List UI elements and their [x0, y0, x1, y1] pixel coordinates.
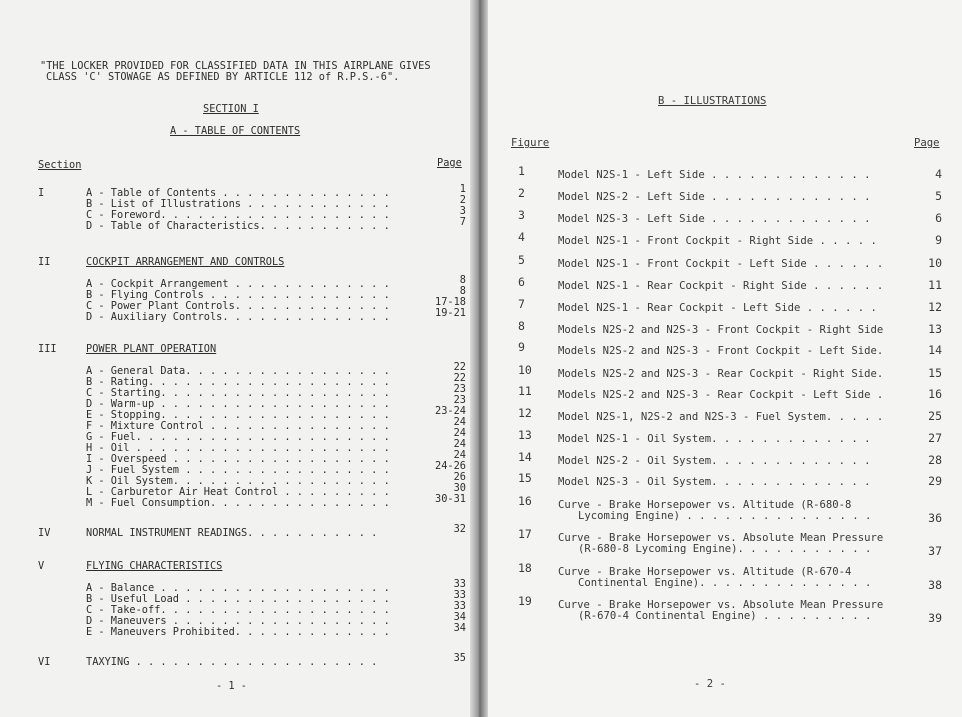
toc-entry: C - Foreword. . . . . . . . . . . . . . . . . . . — [86, 209, 390, 221]
toc-entry-page: 22 — [453, 372, 466, 384]
toc-entry: E - Stopping. . . . . . . . . . . . . . . . . . . — [86, 409, 390, 421]
figure-title: Model N2S-3 - Oil System. . . . . . . . . . . . . — [558, 476, 871, 488]
section-title: NORMAL INSTRUMENT READINGS. . . . . . . . . . . — [86, 527, 378, 539]
figure-page: 6 — [935, 211, 942, 225]
notice-line-2: CLASS 'C' STOWAGE AS DEFINED BY ARTICLE 112 of R.P.S.-6". — [46, 71, 400, 83]
figure-number: 9 — [518, 340, 525, 354]
toc-entry: B - Flying Controls . . . . . . . . . . . . . . . — [86, 289, 390, 301]
section-column-header: Section — [38, 159, 82, 171]
figure-number: 8 — [518, 319, 525, 333]
toc-entry-page: 34 — [453, 611, 466, 623]
figure-title: Model N2S-1 - Rear Cockpit - Right Side . . . . . . — [558, 280, 884, 292]
toc-entry-page: 2 — [459, 194, 466, 206]
figure-page: 39 — [928, 611, 942, 625]
figure-page: 9 — [935, 233, 942, 247]
figure-page: 29 — [928, 474, 942, 488]
figure-page: 36 — [928, 511, 942, 525]
figure-title-continued: Lycoming Engine) . . . . . . . . . . . . . . . — [578, 510, 872, 522]
section-heading: SECTION I — [203, 103, 259, 115]
section-numeral: VI — [38, 656, 51, 668]
figure-title: Curve - Brake Horsepower vs. Altitude (R-670-4 — [558, 566, 852, 578]
notice-line-1: "THE LOCKER PROVIDED FOR CLASSIFIED DATA IN THIS AIRPLANE GIVES — [40, 60, 431, 72]
toc-entry: H - Oil . . . . . . . . . . . . . . . . . . . . . — [86, 442, 390, 454]
figure-page: 12 — [928, 300, 942, 314]
section-numeral: V — [38, 560, 45, 572]
figure-number: 11 — [518, 384, 532, 398]
toc-entry-page: 30 — [453, 482, 466, 494]
toc-entry: D - Auxiliary Controls. . . . . . . . . . . . . . — [86, 311, 390, 323]
figure-title: Model N2S-2 - Left Side . . . . . . . . . . . . . — [558, 191, 871, 203]
toc-entry-page: 17-18 — [435, 296, 466, 308]
toc-entry: I - Overspeed . . . . . . . . . . . . . . . . . . — [86, 453, 390, 465]
toc-entry: C - Starting. . . . . . . . . . . . . . . . . . . — [86, 387, 390, 399]
figure-title-continued: (R-680-8 Lycoming Engine). . . . . . . . . . . — [578, 543, 872, 555]
figure-title: Model N2S-1 - Rear Cockpit - Left Side . . . . . . — [558, 302, 877, 314]
toc-entry-page: 19-21 — [435, 307, 466, 319]
figure-page: 13 — [928, 322, 942, 336]
toc-entry-page: 23 — [453, 394, 466, 406]
figure-title: Model N2S-2 - Oil System. . . . . . . . . . . . . — [558, 455, 871, 467]
figure-column-header: Figure — [511, 137, 550, 149]
toc-entry: A - Cockpit Arrangement . . . . . . . . . . . . . — [86, 278, 390, 290]
figure-title: Curve - Brake Horsepower vs. Altitude (R-680-8 — [558, 499, 852, 511]
figure-page: 5 — [935, 189, 942, 203]
figure-page: 27 — [928, 431, 942, 445]
illustrations-heading: B - ILLUSTRATIONS — [658, 95, 767, 107]
figure-title: Model N2S-1 - Front Cockpit - Right Side . . . . . — [558, 235, 877, 247]
right-page — [488, 0, 962, 717]
toc-entry: D - Table of Characteristics. . . . . . . . . . . — [86, 220, 390, 232]
toc-entry-page: 33 — [453, 578, 466, 590]
toc-entry-page: 30-31 — [435, 493, 466, 505]
toc-entry-page: 24 — [453, 438, 466, 450]
figure-number: 3 — [518, 208, 525, 222]
toc-entry: A - Balance . . . . . . . . . . . . . . . . . . . — [86, 582, 390, 594]
toc-entry: A - General Data. . . . . . . . . . . . . . . . . — [86, 365, 390, 377]
figure-number: 1 — [518, 164, 525, 178]
toc-entry: D - Warm-up . . . . . . . . . . . . . . . . . . . — [86, 398, 390, 410]
toc-entry-page: 24 — [453, 449, 466, 461]
section-numeral: III — [38, 343, 57, 355]
figure-number: 19 — [518, 594, 532, 608]
toc-entry-page: 7 — [459, 216, 466, 228]
figure-page: 11 — [928, 278, 942, 292]
figure-number: 12 — [518, 406, 532, 420]
section-numeral: II — [38, 256, 51, 268]
toc-entry-page: 34 — [453, 622, 466, 634]
toc-entry: L - Carburetor Air Heat Control . . . . . . . . . — [86, 486, 390, 498]
page-number-right: - 2 - — [694, 678, 726, 690]
toc-entry-page: 24 — [453, 427, 466, 439]
figure-page: 4 — [935, 167, 942, 181]
section-title: FLYING CHARACTERISTICS — [86, 560, 223, 572]
figure-number: 2 — [518, 186, 525, 200]
figure-page: 15 — [928, 366, 942, 380]
figure-title: Curve - Brake Horsepower vs. Absolute Mean Pressure — [558, 532, 884, 544]
figure-page: 38 — [928, 578, 942, 592]
toc-entry: B - Useful Load . . . . . . . . . . . . . . . . . — [86, 593, 390, 605]
figure-page: 16 — [928, 387, 942, 401]
toc-entry-page: 8 — [459, 274, 466, 286]
section-title-page: 35 — [453, 652, 466, 664]
figure-title: Models N2S-2 and N2S-3 - Rear Cockpit - Left Side . — [558, 389, 884, 401]
left-page — [0, 0, 470, 717]
figure-page: 14 — [928, 343, 942, 357]
section-title: POWER PLANT OPERATION — [86, 343, 217, 355]
page-column-header: Page — [437, 157, 462, 169]
figure-number: 15 — [518, 471, 532, 485]
figure-page: 25 — [928, 409, 942, 423]
toc-entry-page: 1 — [459, 183, 466, 195]
toc-entry: C - Power Plant Controls. . . . . . . . . . . . . — [86, 300, 390, 312]
page-number-left: - 1 - — [216, 680, 247, 692]
figure-number: 18 — [518, 561, 532, 575]
figure-page: 28 — [928, 453, 942, 467]
toc-entry: A - Table of Contents . . . . . . . . . . . . . . — [86, 187, 390, 199]
figure-title-continued: (R-670-4 Continental Engine) . . . . . . . . . — [578, 610, 872, 622]
figure-page: 37 — [928, 544, 942, 558]
figure-number: 7 — [518, 297, 525, 311]
figure-number: 13 — [518, 428, 532, 442]
figure-title: Model N2S-1 - Oil System. . . . . . . . . . . . . — [558, 433, 871, 445]
toc-entry: J - Fuel System . . . . . . . . . . . . . . . . . — [86, 464, 390, 476]
toc-entry: D - Maneuvers . . . . . . . . . . . . . . . . . . — [86, 615, 390, 627]
section-title-page: 32 — [453, 523, 466, 535]
toc-entry-page: 3 — [459, 205, 466, 217]
section-title: TAXYING . . . . . . . . . . . . . . . . . . . . — [86, 656, 378, 668]
figure-number: 10 — [518, 363, 532, 377]
figure-title: Model N2S-1, N2S-2 and N2S-3 - Fuel System. . . . . — [558, 411, 884, 423]
toc-entry: B - List of Illustrations . . . . . . . . . . . . — [86, 198, 390, 210]
section-numeral: I — [38, 187, 45, 199]
toc-entry: M - Fuel Consumption. . . . . . . . . . . . . . . — [86, 497, 390, 509]
figure-title: Models N2S-2 and N2S-3 - Front Cockpit - Left Side. — [558, 345, 884, 357]
section-numeral: IV — [38, 527, 51, 539]
figure-page: 10 — [928, 256, 942, 270]
toc-entry: G - Fuel. . . . . . . . . . . . . . . . . . . . . — [86, 431, 390, 443]
figure-number: 16 — [518, 494, 532, 508]
toc-entry: E - Maneuvers Prohibited. . . . . . . . . . . . . — [86, 626, 390, 638]
figure-title-continued: Continental Engine). . . . . . . . . . . . . . — [578, 577, 872, 589]
figure-number: 17 — [518, 527, 532, 541]
toc-entry-page: 33 — [453, 600, 466, 612]
toc-entry: C - Take-off. . . . . . . . . . . . . . . . . . . — [86, 604, 390, 616]
toc-entry-page: 24 — [453, 416, 466, 428]
toc-entry-page: 23-24 — [435, 405, 466, 417]
toc-heading: A - TABLE OF CONTENTS — [170, 125, 301, 137]
figure-number: 4 — [518, 230, 525, 244]
toc-entry: K - Oil System. . . . . . . . . . . . . . . . . . — [86, 475, 390, 487]
figure-title: Models N2S-2 and N2S-3 - Front Cockpit - Right Side — [558, 324, 884, 336]
toc-entry: B - Rating. . . . . . . . . . . . . . . . . . . . — [86, 376, 390, 388]
figure-title: Model N2S-3 - Left Side . . . . . . . . . . . . . — [558, 213, 871, 225]
toc-entry-page: 8 — [459, 285, 466, 297]
toc-entry: F - Mixture Control . . . . . . . . . . . . . . . — [86, 420, 390, 432]
figure-number: 14 — [518, 450, 532, 464]
figure-number: 6 — [518, 275, 525, 289]
figure-title: Curve - Brake Horsepower vs. Absolute Mean Pressure — [558, 599, 884, 611]
figure-number: 5 — [518, 253, 525, 267]
toc-entry-page: 26 — [453, 471, 466, 483]
figure-title: Model N2S-1 - Front Cockpit - Left Side . . . . . . — [558, 258, 884, 270]
section-title: COCKPIT ARRANGEMENT AND CONTROLS — [86, 256, 285, 268]
toc-entry-page: 33 — [453, 589, 466, 601]
figure-page-column-header: Page — [914, 137, 940, 149]
figure-title: Model N2S-1 - Left Side . . . . . . . . . . . . . — [558, 169, 871, 181]
figure-title: Models N2S-2 and N2S-3 - Rear Cockpit - Right Side. — [558, 368, 884, 380]
toc-entry-page: 23 — [453, 383, 466, 395]
toc-entry-page: 22 — [453, 361, 466, 373]
toc-entry-page: 24-26 — [435, 460, 466, 472]
binding-gutter — [470, 0, 488, 717]
